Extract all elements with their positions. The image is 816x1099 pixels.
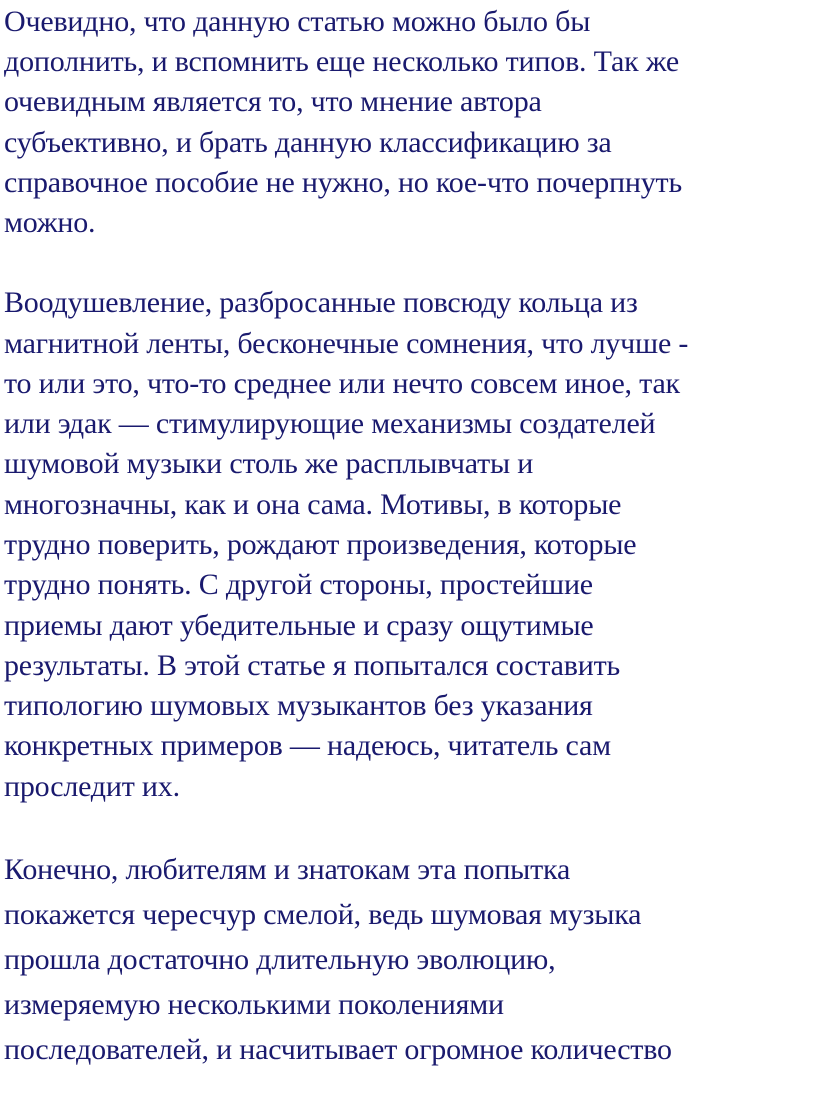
paragraph-2: Воодушевление, разбросанные повсюду кольца из магнитной ленты, бесконечные сомнения, что лучше - то или это, что-то среднее или нечто совсем иное, так или эдак — стимулирующие механизмы создателей шумовой музыки столь же расплывчаты и многозначны, как и она сама. Мотивы, в которые трудно поверить, рождают произведения, которые трудно понять. С другой стороны, простейшие приемы дают убедительные и сразу ощутимые результаты. В этой статье я попытался составить типологию шумовых музыкантов без указания конкретных примеров — надеюсь, читатель сам проследит их.: [4, 286, 689, 803]
paragraph-1: Очевидно, что данную статью можно было бы дополнить, и вспомнить еще несколько типов. Так же очевидным является то, что мнение автора субъективно, и брать данную классификацию за справочное пособие не нужно, но кое-что почерпнуть можно.: [4, 5, 682, 240]
document-page: [4, 0, 816, 1072]
paragraph-3: Конечно, любителям и знатокам эта попытка покажется чересчур смелой, ведь шумовая музыка прошла достаточно длительную эволюцию, измеряемую несколькими поколениями последователей, и насчитывает огромное количество: [4, 853, 672, 1067]
